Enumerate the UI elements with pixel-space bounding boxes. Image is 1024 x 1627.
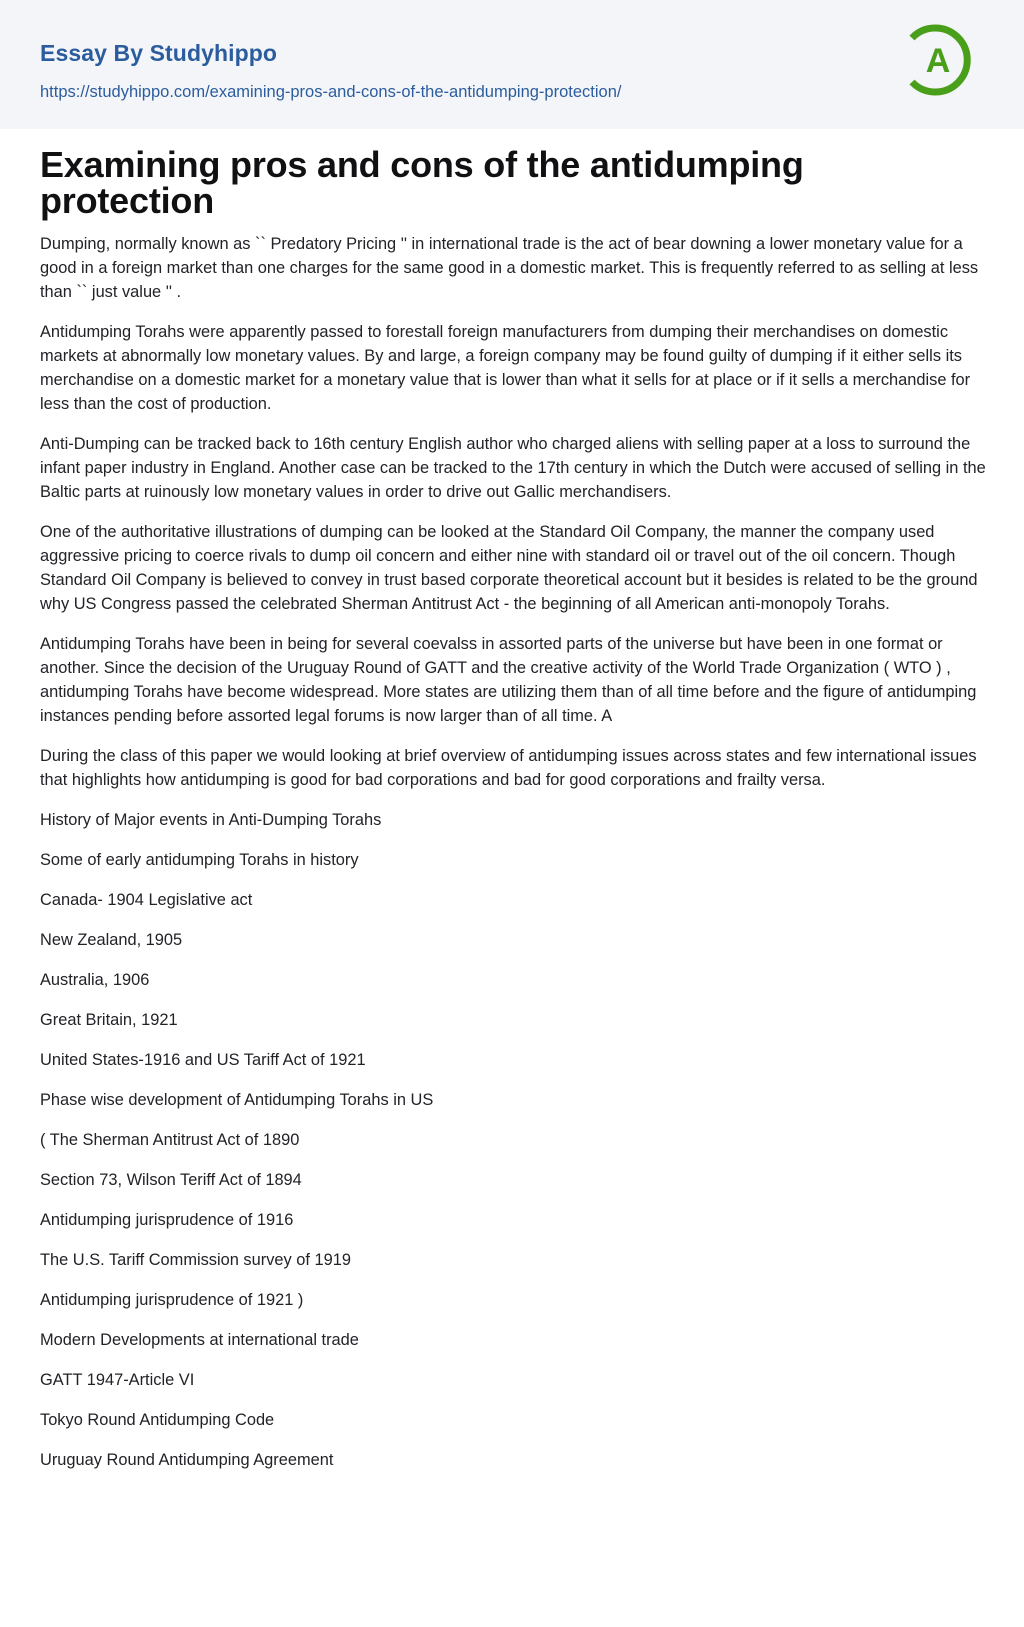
list-item: Antidumping jurisprudence of 1916 xyxy=(40,1211,294,1229)
paragraph: One of the authoritative illustrations of dumping can be looked at the Standard Oil Company, the manner the company used aggressive pricing to coerce rivals to dump oil concern and either nine with standard oil or travel out of the oil concern. Though Standard Oil Company is believed to convey in trust based corporate theoretical account but it besides is related to be the ground why US Congress passed the celebrated Sherman Antitrust Act - the beginning of all American anti-monopoly Torahs. xyxy=(40,523,978,613)
list-item: Great Britain, 1921 xyxy=(40,1011,178,1029)
list-item: Uruguay Round Antidumping Agreement xyxy=(40,1451,334,1469)
site-title[interactable]: Essay By Studyhippo xyxy=(40,40,278,66)
subheading-early-laws: Some of early antidumping Torahs in history xyxy=(40,851,359,869)
source-url-link[interactable]: https://studyhippo.com/examining-pros-and-cons-of-the-antidumping-protection/ xyxy=(40,83,622,101)
list-item: New Zealand, 1905 xyxy=(40,931,183,949)
paragraph: Antidumping Torahs have been in being for several coevalss in assorted parts of the universe but have been in one format or another. Since the decision of the Uruguay Round of GATT and the creative activity of the World Trade Organization ( WTO ) , antidumping Torahs have become widespread. More states are utilizing them than of all time before and the figure of antidumping instances pending before assorted legal forums is now larger than of all time. A xyxy=(40,635,977,725)
site-header xyxy=(0,0,1024,129)
list-item: United States-1916 and US Tariff Act of 1921 xyxy=(40,1051,366,1069)
article xyxy=(0,144,1024,1472)
circle-letter-a-logo-icon[interactable] xyxy=(908,18,988,102)
paragraph: Antidumping Torahs were apparently passed to forestall foreign manufacturers from dumping their merchandises on domestic markets at abnormally low monetary values. By and large, a foreign company may be found guilty of dumping if it either sells its merchandise on a domestic market for a monetary value that is lower than what it sells for at place or if it sells a merchandise for less than the cost of production. xyxy=(40,323,971,413)
list-item: Australia, 1906 xyxy=(40,971,150,989)
paragraph: Dumping, normally known as `` Predatory Pricing '' in international trade is the act of bear downing a lower monetary value for a good in a foreign market than one charges for the same good in a domestic market. This is frequently referred to as selling at less than `` just value '' . xyxy=(40,235,979,301)
paragraph: Anti-Dumping can be tracked back to 16th century English author who charged aliens with selling paper at a loss to surround the infant paper industry in England. Another case can be tracked to the 17th century in which the Dutch were accused of selling in the Baltic parts at ruinously low monetary values in order to drive out Gallic merchandisers. xyxy=(40,435,986,501)
list-item: ( The Sherman Antitrust Act of 1890 xyxy=(40,1131,300,1149)
page-title: Examining pros and cons of the antidumping protection xyxy=(40,144,804,221)
subheading-modern-developments: Modern Developments at international trade xyxy=(40,1331,359,1349)
list-item: Tokyo Round Antidumping Code xyxy=(40,1411,275,1429)
paragraph: During the class of this paper we would looking at brief overview of antidumping issues across states and few international issues that highlights how antidumping is good for bad corporations and bad for good corporations and frailty versa. xyxy=(40,747,977,789)
list-item: The U.S. Tariff Commission survey of 1919 xyxy=(40,1251,351,1269)
subheading-us-phases: Phase wise development of Antidumping Torahs in US xyxy=(40,1091,434,1109)
list-item: GATT 1947-Article VI xyxy=(40,1371,195,1389)
list-item: Canada- 1904 Legislative act xyxy=(40,891,253,909)
list-item: Section 73, Wilson Teriff Act of 1894 xyxy=(40,1171,302,1189)
section-heading-history: History of Major events in Anti-Dumping Torahs xyxy=(40,811,382,829)
logo-svg xyxy=(908,18,988,102)
history-list xyxy=(40,808,984,1472)
logo-letter: A xyxy=(925,42,951,80)
list-item: Antidumping jurisprudence of 1921 ) xyxy=(40,1291,304,1309)
